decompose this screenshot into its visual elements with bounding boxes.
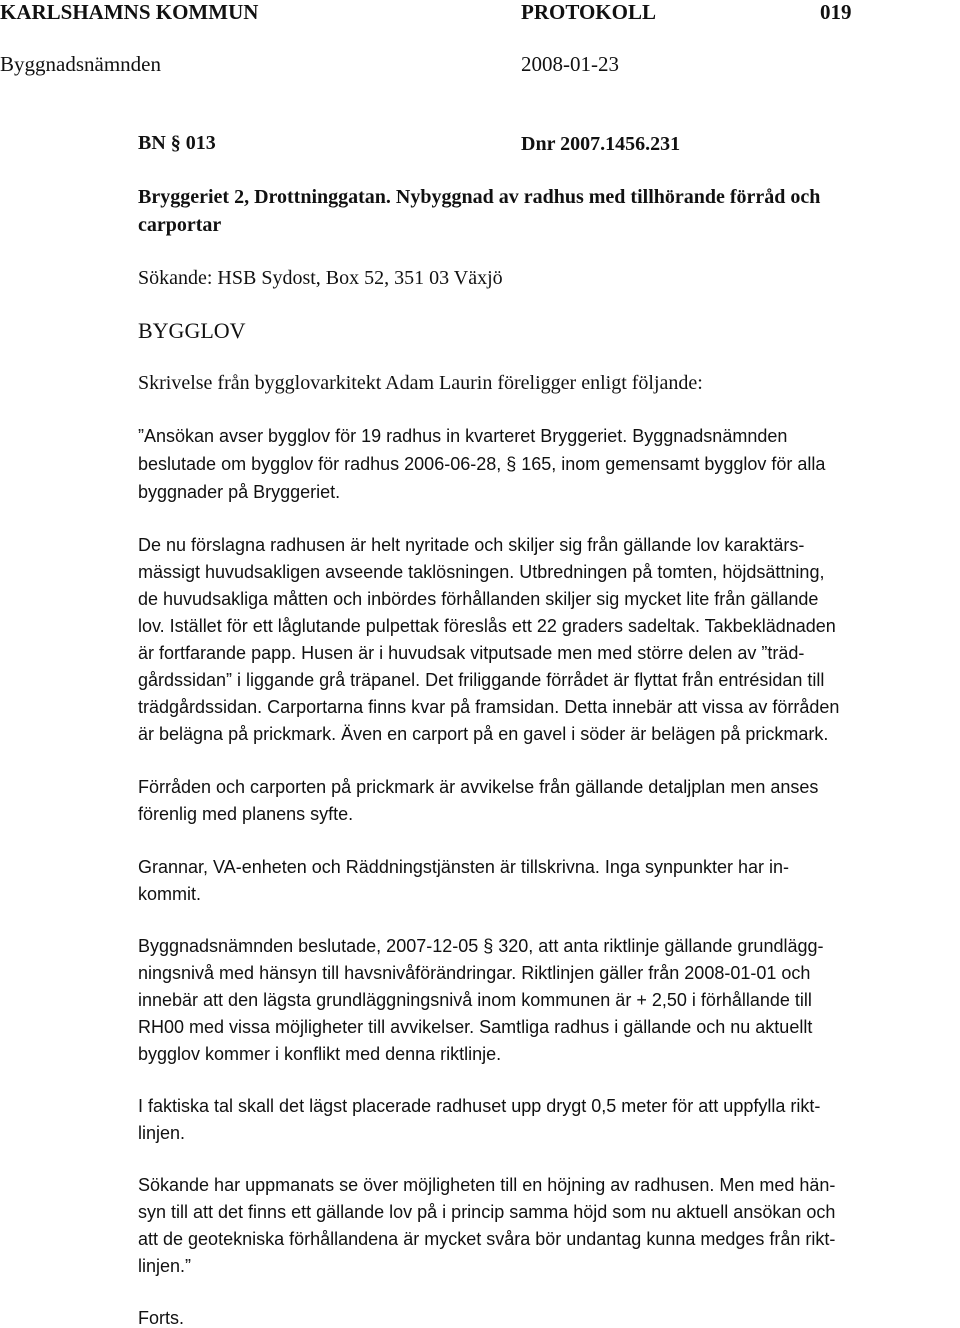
doc-type: PROTOKOLL [521, 0, 656, 24]
body-line: I faktiska tal skall det lägst placerade radhuset upp drygt 0,5 meter för att uppfylla rikt- [138, 1096, 821, 1116]
body-line: Förråden och carporten på prickmark är avvikelse från gällande detaljplan men anses [138, 777, 819, 797]
body-line: linjen. [138, 1123, 186, 1143]
body-line: innebär att den lägsta grundläggningsnivå inom kommunen är + 2,50 i förhållande till [138, 990, 812, 1010]
org-name: KARLSHAMNS KOMMUN [0, 0, 259, 24]
quote-line: beslutade om bygglov för radhus 2006-06-28, § 165, inom gemensamt bygglov för alla [138, 454, 826, 474]
continued-note: Forts. [138, 1308, 185, 1328]
body-line: Grannar, VA-enheten och Räddningstjänsten är tillskrivna. Inga synpunkter har in- [138, 857, 790, 877]
body-line: De nu förslagna radhusen är helt nyritade och skiljer sig från gällande lov karaktärs- [138, 535, 805, 555]
body-line: kommit. [138, 884, 201, 904]
body-line: trädgårdssidan. Carportarna finns kvar på framsidan. Detta innebär att vissa av förråden [138, 697, 840, 717]
body-line: förenlig med planens syfte. [138, 804, 354, 824]
body-line: mässigt huvudsakligen avseende taklösningen. Utbredningen på tomten, höjdsättning, [138, 562, 825, 582]
applicant: Sökande: HSB Sydost, Box 52, 351 03 Växjö [138, 267, 503, 289]
section-heading: BYGGLOV [138, 318, 246, 343]
quote-line: byggnader på Bryggeriet. [138, 482, 341, 502]
case-dnr: Dnr 2007.1456.231 [521, 133, 681, 155]
body-line: gårdssidan” i liggande grå träpanel. Det friliggande förrådet är flyttat från entrésidan till [138, 670, 825, 690]
meeting-date: 2008-01-23 [521, 52, 619, 76]
case-title-line-2: carportar [138, 214, 222, 236]
body-line: lov. Istället för ett låglutande pulpettak föreslås ett 22 graders sadeltak. Takbeklädnaden [138, 616, 836, 636]
body-line: RH00 med vissa möjligheter till avvikelser. Samtliga radhus i gällande och nu aktuellt [138, 1017, 813, 1037]
page-number: 019 [820, 0, 852, 24]
body-line: är fortfarande papp. Husen är i huvudsak vitputsade men med större delen av ”träd- [138, 643, 805, 663]
body-line: linjen.” [138, 1256, 192, 1276]
intro-line: Skrivelse från bygglovarkitekt Adam Laurin föreligger enligt följande: [138, 372, 703, 394]
body-line: att de geotekniska förhållandena är mycket svåra bör undantag kunna medges från rikt- [138, 1229, 836, 1249]
body-line: bygglov kommer i konflikt med denna riktlinje. [138, 1044, 502, 1064]
body-line: Byggnadsnämnden beslutade, 2007-12-05 § 320, att anta riktlinje gällande grundlägg- [138, 936, 824, 956]
quote-line: ”Ansökan avser bygglov för 19 radhus in kvarteret Bryggeriet. Byggnadsnämnden [138, 426, 788, 446]
body-line: syn till att det finns ett gällande lov på i princip samma höjd som nu aktuell ansökan och [138, 1202, 836, 1222]
committee-name: Byggnadsnämnden [0, 52, 161, 76]
body-line: ningsnivå med hänsyn till havsnivåförändringar. Riktlinjen gäller från 2008-01-01 och [138, 963, 811, 983]
body-line: Sökande har uppmanats se över möjligheten till en höjning av radhusen. Men med hän- [138, 1175, 836, 1195]
body-line: är belägna på prickmark. Även en carport på en gavel i söder är belägen på prickmark. [138, 724, 829, 744]
case-number: BN § 013 [138, 132, 216, 154]
case-title-line-1: Bryggeriet 2, Drottninggatan. Nybyggnad av radhus med tillhörande förråd och [138, 186, 821, 208]
body-line: de huvudsakliga måtten och inbördes förhållanden skiljer sig mycket lite från gällande [138, 589, 819, 609]
